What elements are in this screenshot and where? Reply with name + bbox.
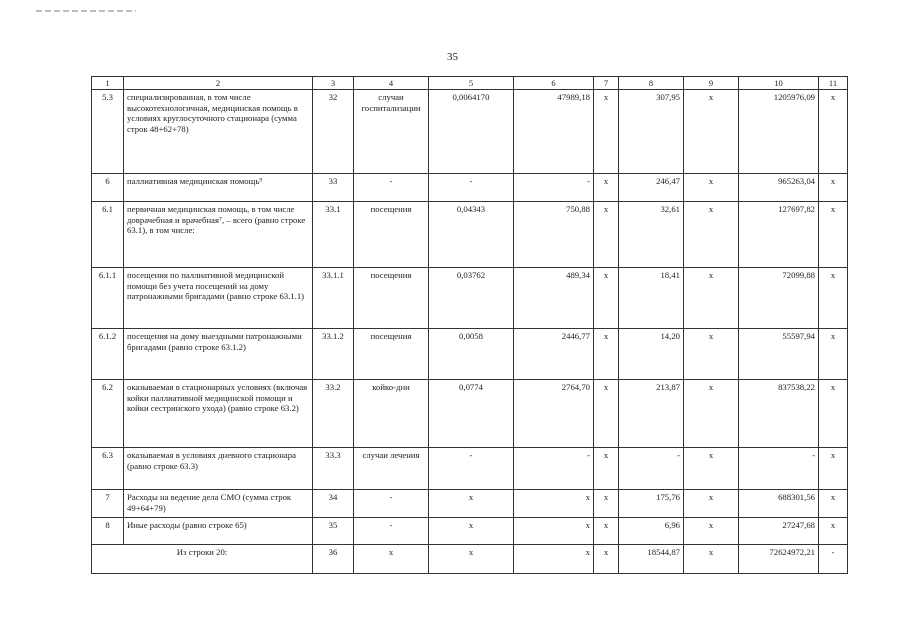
- unit: посещения: [354, 329, 429, 380]
- cell-col9: х: [684, 174, 739, 202]
- row-description: Иные расходы (равно строке 65): [124, 518, 313, 545]
- cell-col6: -: [514, 448, 594, 490]
- cell-col10: 27247,68: [739, 518, 819, 545]
- cell-col6: -: [514, 174, 594, 202]
- cell-col9: х: [684, 380, 739, 448]
- cell-col8: 14,20: [619, 329, 684, 380]
- header-row: [92, 77, 848, 90]
- cell-col11: х: [819, 518, 848, 545]
- data-table: [91, 76, 848, 574]
- page-number: 35: [447, 51, 458, 63]
- unit: случаи лечения: [354, 448, 429, 490]
- cell-col8: 213,87: [619, 380, 684, 448]
- cell-col10: 72624972,21: [739, 545, 819, 574]
- row-description: Расходы на ведение дела СМО (сумма строк 49+64+79): [124, 490, 313, 518]
- cell-col10: 965263,04: [739, 174, 819, 202]
- cell-col9: х: [684, 490, 739, 518]
- cell-col6: 2764,70: [514, 380, 594, 448]
- cell-col5: х: [429, 490, 514, 518]
- cell-col7: х: [594, 518, 619, 545]
- line-code: 33.2: [313, 380, 354, 448]
- cell-col5: 0,03762: [429, 268, 514, 329]
- cell-col9: х: [684, 518, 739, 545]
- line-code: 33.1.1: [313, 268, 354, 329]
- cell-col10: 55597,94: [739, 329, 819, 380]
- cell-col7: х: [594, 329, 619, 380]
- line-code: 33.1: [313, 202, 354, 268]
- row-description: специализированная, в том числе высокотехнологичная, медицинская помощь в условиях круглосуточного стационара (сумма строк 48+62+78): [124, 90, 313, 174]
- cell-col6: 750,88: [514, 202, 594, 268]
- cell-col8: 246,47: [619, 174, 684, 202]
- table-row: [92, 174, 848, 202]
- header-cell: 9: [684, 77, 739, 90]
- cell-col11: -: [819, 545, 848, 574]
- cell-col8: 18,41: [619, 268, 684, 329]
- row-description: оказываемая в стационарных условиях (включая койки паллиативной медицинской помощи и койки сестринского ухода) (равно строке 63.2): [124, 380, 313, 448]
- row-number: 5.3: [92, 90, 124, 174]
- row-number: 6.1.2: [92, 329, 124, 380]
- cell-col5: -: [429, 174, 514, 202]
- cell-col9: х: [684, 545, 739, 574]
- cell-col11: х: [819, 268, 848, 329]
- cell-col8: 32,61: [619, 202, 684, 268]
- header-cell: 5: [429, 77, 514, 90]
- cell-col5: 0,0064170: [429, 90, 514, 174]
- cell-col11: х: [819, 329, 848, 380]
- unit: -: [354, 518, 429, 545]
- cell-col11: х: [819, 448, 848, 490]
- row-description: посещения на дому выездными патронажными бригадами (равно строке 63.1.2): [124, 329, 313, 380]
- cell-col11: х: [819, 490, 848, 518]
- line-code: 33.1.2: [313, 329, 354, 380]
- table-row: [92, 202, 848, 268]
- cell-col7: х: [594, 545, 619, 574]
- unit: -: [354, 490, 429, 518]
- cell-col11: х: [819, 90, 848, 174]
- cell-col9: х: [684, 90, 739, 174]
- header-cell: 8: [619, 77, 684, 90]
- cell-col9: х: [684, 202, 739, 268]
- row-number: 6: [92, 174, 124, 202]
- cell-col9: х: [684, 268, 739, 329]
- header-cell: 10: [739, 77, 819, 90]
- scan-artifact: [36, 10, 136, 12]
- cell-col10: -: [739, 448, 819, 490]
- row-description: посещения по паллиативной медицинской помощи без учета посещений на дому патронажными бригадами (равно строке 63.1.1): [124, 268, 313, 329]
- cell-col5: 0,04343: [429, 202, 514, 268]
- header-cell: 11: [819, 77, 848, 90]
- cell-col11: х: [819, 202, 848, 268]
- cell-col10: 688301,56: [739, 490, 819, 518]
- unit: посещения: [354, 202, 429, 268]
- cell-col11: х: [819, 380, 848, 448]
- cell-col8: -: [619, 448, 684, 490]
- cell-col10: 1205976,09: [739, 90, 819, 174]
- cell-col8: 175,76: [619, 490, 684, 518]
- table-row: [92, 518, 848, 545]
- line-code: 33: [313, 174, 354, 202]
- row-number: 7: [92, 490, 124, 518]
- cell-col7: х: [594, 174, 619, 202]
- cell-col6: х: [514, 518, 594, 545]
- cell-col8: 6,96: [619, 518, 684, 545]
- cell-col5: х: [429, 545, 514, 574]
- total-label: Из строки 20:: [92, 545, 313, 574]
- cell-col5: 0,0774: [429, 380, 514, 448]
- cell-col7: х: [594, 490, 619, 518]
- line-code: 36: [313, 545, 354, 574]
- line-code: 34: [313, 490, 354, 518]
- unit: х: [354, 545, 429, 574]
- row-description: первичная медицинская помощь, в том числе доврачебная и врачебная⁷, – всего (равно строке 63.1), в том числе:: [124, 202, 313, 268]
- cell-col9: х: [684, 448, 739, 490]
- cell-col10: 837538,22: [739, 380, 819, 448]
- cell-col5: 0,0058: [429, 329, 514, 380]
- cell-col8: 18544,87: [619, 545, 684, 574]
- cell-col7: х: [594, 380, 619, 448]
- cell-col5: х: [429, 518, 514, 545]
- cell-col7: х: [594, 448, 619, 490]
- header-cell: 7: [594, 77, 619, 90]
- row-number: 8: [92, 518, 124, 545]
- total-row: [92, 545, 848, 574]
- row-description: паллиативная медицинская помощь⁹: [124, 174, 313, 202]
- cell-col5: -: [429, 448, 514, 490]
- cell-col6: 2446,77: [514, 329, 594, 380]
- cell-col9: х: [684, 329, 739, 380]
- unit: койко-дни: [354, 380, 429, 448]
- table-row: [92, 448, 848, 490]
- header-cell: 1: [92, 77, 124, 90]
- row-number: 6.2: [92, 380, 124, 448]
- cell-col10: 127697,82: [739, 202, 819, 268]
- header-cell: 2: [124, 77, 313, 90]
- row-number: 6.1.1: [92, 268, 124, 329]
- row-number: 6.3: [92, 448, 124, 490]
- row-number: 6.1: [92, 202, 124, 268]
- cell-col7: х: [594, 90, 619, 174]
- header-cell: 3: [313, 77, 354, 90]
- cell-col6: 489,34: [514, 268, 594, 329]
- table-row: [92, 380, 848, 448]
- table-row: [92, 268, 848, 329]
- cell-col7: х: [594, 202, 619, 268]
- cell-col6: х: [514, 490, 594, 518]
- table-row: [92, 490, 848, 518]
- unit: случаи госпитализации: [354, 90, 429, 174]
- header-cell: 4: [354, 77, 429, 90]
- cell-col11: х: [819, 174, 848, 202]
- row-description: оказываемая в условиях дневного стационара (равно строке 63.3): [124, 448, 313, 490]
- line-code: 33.3: [313, 448, 354, 490]
- cell-col6: х: [514, 545, 594, 574]
- table-row: [92, 329, 848, 380]
- unit: -: [354, 174, 429, 202]
- cell-col6: 47989,18: [514, 90, 594, 174]
- cell-col10: 72099,88: [739, 268, 819, 329]
- table-row: [92, 90, 848, 174]
- unit: посещения: [354, 268, 429, 329]
- line-code: 32: [313, 90, 354, 174]
- header-cell: 6: [514, 77, 594, 90]
- cell-col7: х: [594, 268, 619, 329]
- cell-col8: 307,95: [619, 90, 684, 174]
- line-code: 35: [313, 518, 354, 545]
